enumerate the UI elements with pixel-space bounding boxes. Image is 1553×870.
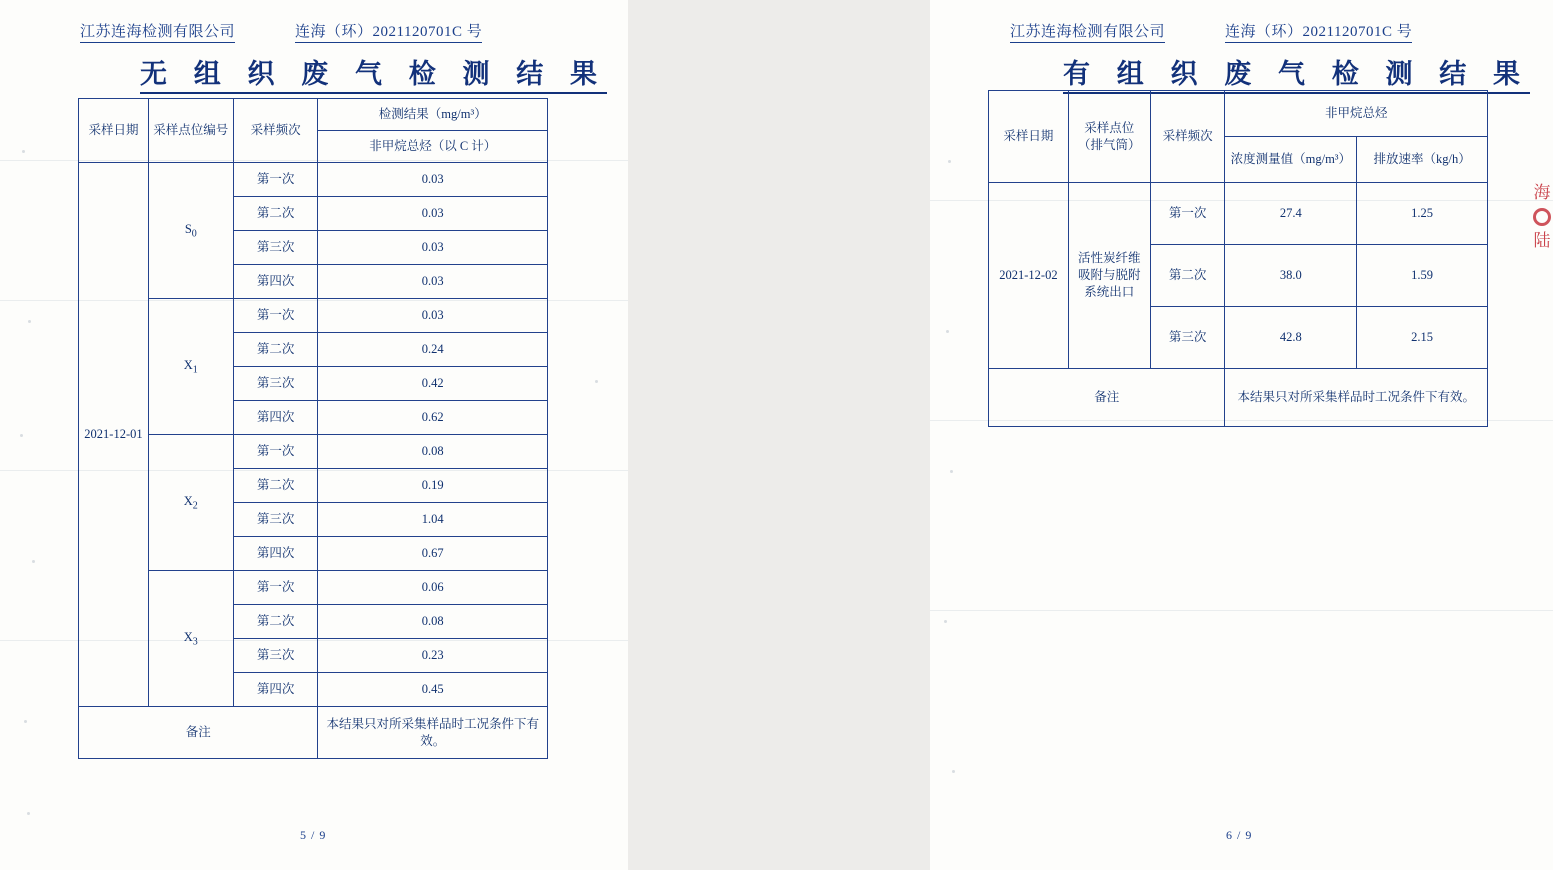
page-gap (628, 0, 930, 870)
cell-value: 0.03 (318, 299, 548, 333)
th-group-nmhc: 非甲烷总烃 (1225, 91, 1488, 137)
cell-concentration: 38.0 (1225, 245, 1357, 307)
report-number: 连海（环）2021120701C 号 (295, 20, 482, 43)
cell-point: $S_0$ (148, 163, 233, 299)
cell-frequency: 第一次 (233, 435, 318, 469)
cell-value: 0.42 (318, 367, 548, 401)
th-result-group: 检测结果（mg/m³） (318, 99, 548, 131)
table-organized-exhaust (988, 90, 1488, 427)
cell-frequency: 第二次 (233, 197, 318, 231)
table-row (79, 163, 548, 197)
cell-frequency: 第四次 (233, 537, 318, 571)
table-row (79, 571, 548, 605)
cell-frequency: 第一次 (233, 571, 318, 605)
cell-value: 0.24 (318, 333, 548, 367)
cell-value: 0.45 (318, 673, 548, 707)
cell-concentration: 42.8 (1225, 307, 1357, 369)
cell-frequency: 第三次 (233, 367, 318, 401)
cell-value: 0.67 (318, 537, 548, 571)
cell-frequency: 第三次 (233, 503, 318, 537)
table-note-row (989, 369, 1488, 427)
cell-value: 0.23 (318, 639, 548, 673)
cell-point: 活性炭纤维 吸附与脱附 系统出口 (1068, 183, 1150, 369)
red-seal-stamp (1531, 180, 1553, 285)
cell-value: 0.03 (318, 197, 548, 231)
th-frequency: 采样频次 (233, 99, 318, 163)
th-date: 采样日期 (79, 99, 149, 163)
cell-rate: 1.25 (1357, 183, 1488, 245)
th-frequency: 采样频次 (1150, 91, 1225, 183)
cell-value: 0.03 (318, 265, 548, 299)
cell-frequency: 第三次 (233, 231, 318, 265)
cell-value: 0.06 (318, 571, 548, 605)
page-right (930, 0, 1553, 870)
cell-date: 2021-12-02 (989, 183, 1069, 369)
table-unorganized-exhaust (78, 98, 548, 759)
table-row (79, 299, 548, 333)
table-header-row (989, 91, 1488, 137)
cell-rate: 1.59 (1357, 245, 1488, 307)
page-title-right: 有 组 织 废 气 检 测 结 果 (1063, 52, 1530, 91)
cell-point: $X_2$ (148, 435, 233, 571)
note-label: 备注 (79, 707, 318, 759)
stamp-char-bottom: 陆 (1533, 231, 1551, 251)
cell-value: 0.03 (318, 163, 548, 197)
th-result-item: 非甲烷总烃（以 C 计） (318, 131, 548, 163)
company-name: 江苏连海检测有限公司 (1010, 20, 1165, 43)
cell-frequency: 第一次 (233, 299, 318, 333)
cell-frequency: 第二次 (233, 469, 318, 503)
table-row (79, 435, 548, 469)
th-concentration: 浓度测量值（mg/m³） (1225, 137, 1357, 183)
cell-frequency: 第四次 (233, 401, 318, 435)
page-number-right: 6 / 9 (1226, 828, 1253, 842)
cell-value: 0.19 (318, 469, 548, 503)
th-date: 采样日期 (989, 91, 1069, 183)
cell-frequency: 第二次 (233, 333, 318, 367)
header-right (1010, 20, 1412, 43)
note-label: 备注 (989, 369, 1225, 427)
th-point: 采样点位 （排气筒） (1068, 91, 1150, 183)
page-title-left: 无 组 织 废 气 检 测 结 果 (140, 52, 607, 91)
cell-value: 0.62 (318, 401, 548, 435)
cell-concentration: 27.4 (1225, 183, 1357, 245)
cell-frequency: 第四次 (233, 673, 318, 707)
cell-frequency: 第一次 (1150, 183, 1225, 245)
cell-rate: 2.15 (1357, 307, 1488, 369)
th-rate: 排放速率（kg/h） (1357, 137, 1488, 183)
note-text: 本结果只对所采集样品时工况条件下有效。 (318, 707, 548, 759)
page-left (0, 0, 628, 870)
table-note-row (79, 707, 548, 759)
cell-point: $X_1$ (148, 299, 233, 435)
company-name: 江苏连海检测有限公司 (80, 20, 235, 43)
table-row (989, 183, 1488, 245)
cell-frequency: 第四次 (233, 265, 318, 299)
cell-frequency: 第三次 (233, 639, 318, 673)
report-number: 连海（环）2021120701C 号 (1225, 20, 1412, 43)
stamp-ring-icon (1533, 208, 1551, 226)
cell-value: 0.03 (318, 231, 548, 265)
cell-date: 2021-12-01 (79, 163, 149, 707)
table-header-row (79, 99, 548, 131)
cell-value: 0.08 (318, 605, 548, 639)
header-left (80, 20, 482, 43)
th-point: 采样点位编号 (148, 99, 233, 163)
cell-point: $X_3$ (148, 571, 233, 707)
cell-frequency: 第一次 (233, 163, 318, 197)
page-number-left: 5 / 9 (300, 828, 327, 842)
cell-frequency: 第三次 (1150, 307, 1225, 369)
note-text: 本结果只对所采集样品时工况条件下有效。 (1225, 369, 1488, 427)
cell-frequency: 第二次 (233, 605, 318, 639)
cell-frequency: 第二次 (1150, 245, 1225, 307)
cell-value: 1.04 (318, 503, 548, 537)
cell-value: 0.08 (318, 435, 548, 469)
stamp-char-top: 海 (1533, 183, 1551, 203)
